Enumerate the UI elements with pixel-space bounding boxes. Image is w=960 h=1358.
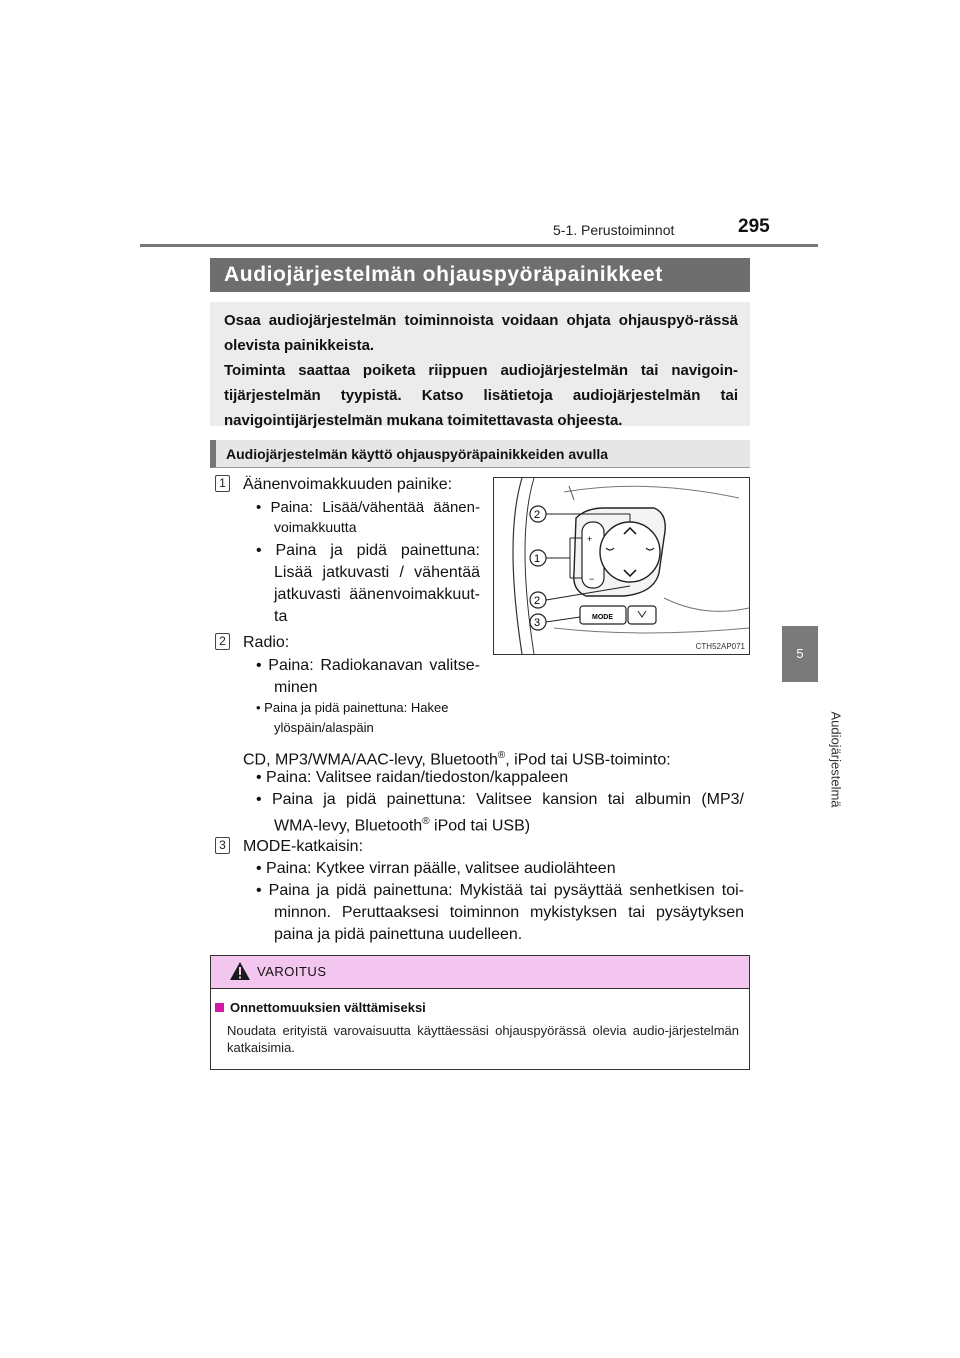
item-3-bullet-2a: • Paina ja pidä painettuna: Mykistää tai pysäyttää senhetkisen toi- [256,882,744,899]
warning-triangle-icon [229,961,251,981]
item-2-title: Radio: [243,634,290,651]
item-3-bullet-1: • Paina: Kytkee virran päälle, valitsee audiolähteen [256,860,616,877]
chapter-tab: 5 [782,626,818,682]
registered-mark: ® [497,750,506,761]
callout-1: 1 [534,553,541,565]
item-2-bullet-4b-text: WMA-levy, Bluetooth [274,817,423,835]
mode-label: MODE [592,614,613,621]
section-header: 5-1. Perustoiminnot [553,222,675,238]
item-number-1: 1 [215,475,230,492]
warning-heading: VAROITUS [257,964,327,979]
item-2-bullet-1b: minen [274,679,318,696]
registered-mark: ® [422,816,430,827]
chapter-label [818,690,844,830]
warning-square-icon [215,1003,224,1012]
warning-box [210,955,750,1070]
subheading: Audiojärjestelmän käyttö ohjauspyöräpainikkeiden avulla [210,440,750,468]
item-1-bullet-2a: • Paina ja pidä painettuna: [256,542,480,559]
item-1-title: Äänenvoimakkuuden painike: [243,476,453,493]
warning-body: Noudata erityistä varovaisuutta käyttäessäsi ohjauspyörässä olevia audio-järjestelmän katkaisimia. [227,1023,739,1055]
intro-paragraph-2: Toiminta saattaa poiketa riippuen audiojärjestelmän tai navigoin-tijärjestelmän tyypistä. Katso lisätietoja audiojärjestelmän tai navigointijärjestelmän mukana toimitettavasta ohjeesta. [224,362,738,429]
item-1-bullet-2c: jatkuvasti äänenvoimakkuut- [274,586,480,603]
plus-label: + [587,534,593,544]
item-2-bullet-1a: • Paina: Radiokanavan valitse- [256,657,480,674]
figure-code: CTH52AP071 [695,642,745,651]
item-2-bullet-4b-end: iPod tai USB) [429,817,531,835]
warning-subtitle: Onnettomuuksien välttämiseksi [230,1000,426,1015]
item-2-bullet-2b: ylöspäin/alaspäin [274,720,374,735]
item-2-bullet-3: • Paina: Valitsee raidan/tiedoston/kappaleen [256,769,569,786]
item-1-bullet-1b: voimakkuutta [274,519,357,535]
item-2-bullet-4b [274,811,530,837]
warning-subtitle-row [215,1000,426,1015]
page-title: Audiojärjestelmän ohjauspyöräpainikkeet [210,258,750,292]
warning-header [211,956,749,989]
item-number-3: 3 [215,837,230,854]
callout-2-top: 2 [534,509,541,521]
steering-switch-illustration [494,478,749,654]
callout-2-bottom: 2 [534,595,541,607]
page-number: 295 [738,216,770,237]
item-3-bullet-2b: minnon. Peruttaaksesi toiminnon mykistyksen tai pysäytyksen [274,904,744,921]
header-rule [140,244,818,247]
item-2-cd-text-end: , iPod tai USB-toiminto: [505,751,671,769]
item-1-bullet-1a: • Paina: Lisää/vähentää äänen- [256,499,480,516]
intro-paragraph-1: Osaa audiojärjestelmän toiminnoista voidaan ohjata ohjauspyö-rässä olevista painikkeista. [224,312,738,354]
steering-switch-figure [493,477,750,655]
item-2-bullet-2a: • Paina ja pidä painettuna: Hakee [256,700,449,715]
minus-label: − [589,574,595,584]
item-1-bullet-2b: Lisää jatkuvasti / vähentää [274,564,480,581]
item-1-bullet-2d: ta [274,608,288,625]
callout-3: 3 [534,617,541,629]
intro-box [210,302,750,429]
item-number-2: 2 [215,633,230,650]
item-2-bullet-4a: • Paina ja pidä painettuna: Valitsee kansion tai albumin (MP3/ [256,791,744,808]
chapter-label-text: Audiojärjestelmä [828,711,844,808]
item-3-title: MODE-katkaisin: [243,838,364,855]
item-3-bullet-2c: paina ja pidä painettuna uudelleen. [274,926,523,943]
item-2-cd-text: CD, MP3/WMA/AAC-levy, Bluetooth [243,751,498,769]
